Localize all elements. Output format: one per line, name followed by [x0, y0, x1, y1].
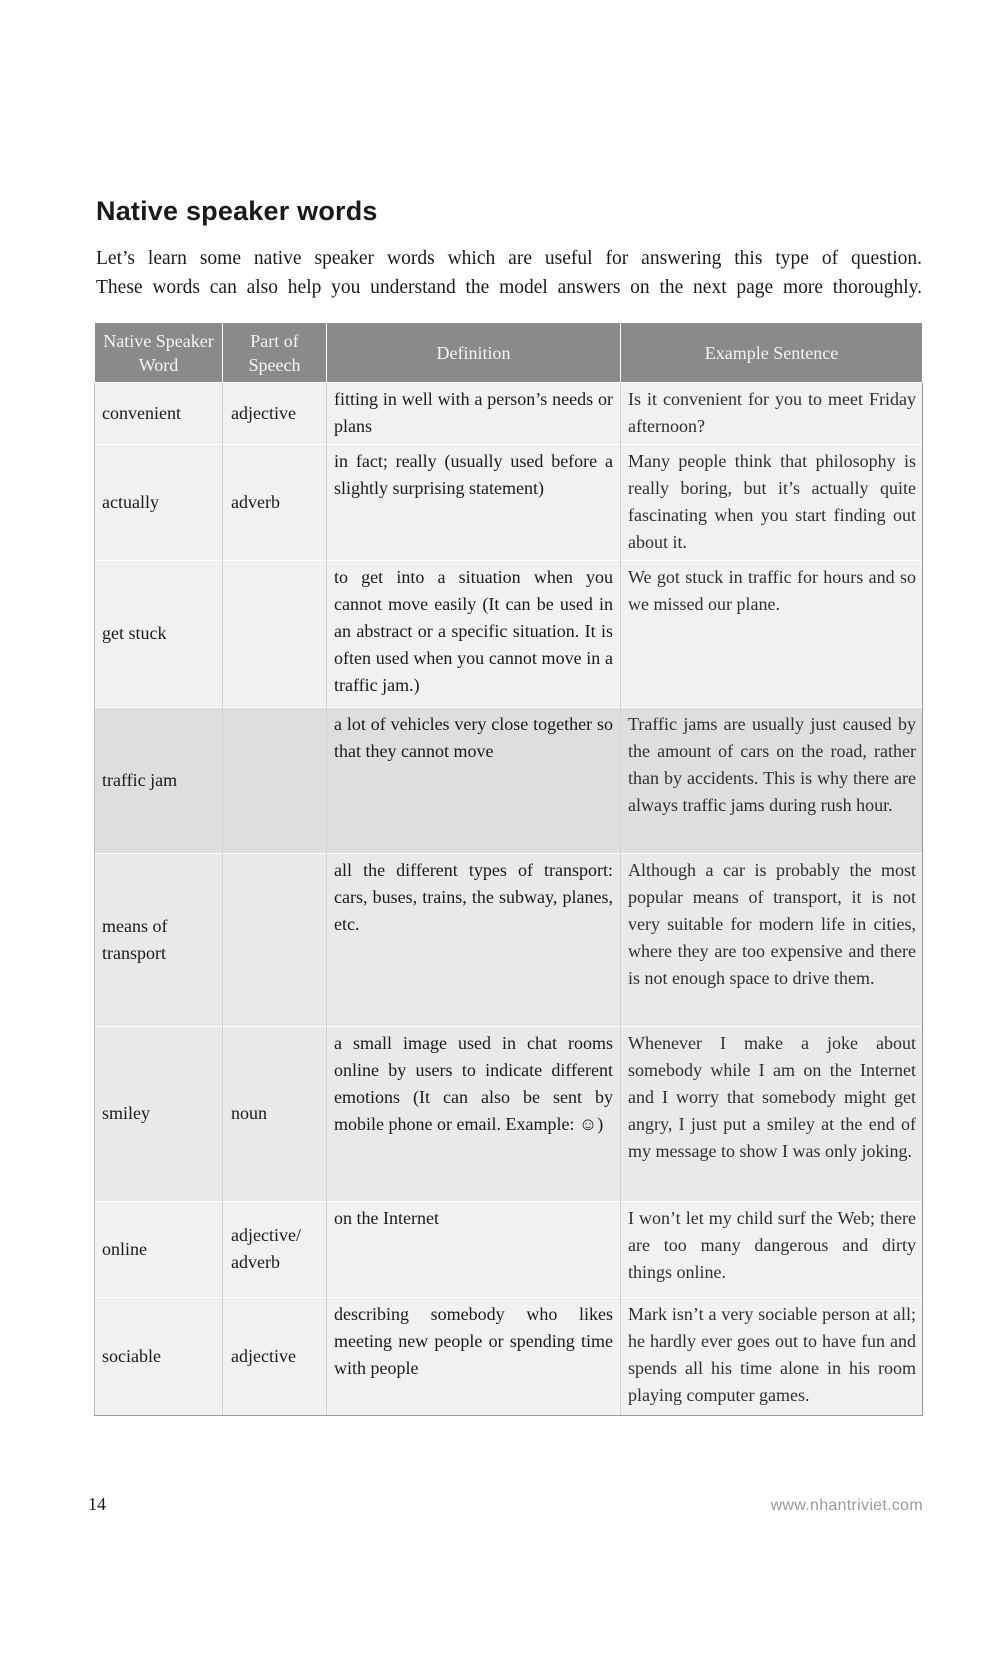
cell-example: Traffic jams are usually just caused by the amount of cars on the road, rather than by accidents. This is why there are always traffic jams during rush hour.: [621, 708, 923, 854]
cell-part-of-speech: adjective: [223, 383, 327, 445]
cell-example: Many people think that philosophy is really boring, but it’s actually quite fascinating when you start finding out about it.: [621, 445, 923, 561]
table-row: [95, 1202, 923, 1298]
cell-word: convenient: [95, 383, 223, 445]
intro-line-2: These words can also help you understand the model answers on the next page more thoroughly.: [96, 277, 922, 298]
cell-word: sociable: [95, 1298, 223, 1416]
cell-definition: all the different types of transport: cars, buses, trains, the subway, planes, etc.: [327, 854, 621, 1027]
header-part-of-speech: Part of Speech: [223, 323, 327, 383]
table-row: [95, 708, 923, 854]
cell-definition: fitting in well with a person’s needs or plans: [327, 383, 621, 445]
cell-example: Whenever I make a joke about somebody while I am on the Internet and I worry that somebody might get angry, I just put a smiley at the end of my message to show I was only joking.: [621, 1027, 923, 1202]
cell-definition: describing somebody who likes meeting new people or spending time with people: [327, 1298, 621, 1416]
cell-example: Although a car is probably the most popular means of transport, it is not very suitable for modern life in cities, where they are too expensive and there is not enough space to drive them.: [621, 854, 923, 1027]
cell-word: online: [95, 1202, 223, 1298]
cell-word: actually: [95, 445, 223, 561]
cell-example: We got stuck in traffic for hours and so we missed our plane.: [621, 561, 923, 708]
intro-paragraph: [96, 244, 922, 302]
cell-definition: a lot of vehicles very close together so that they cannot move: [327, 708, 621, 854]
cell-word: traffic jam: [95, 708, 223, 854]
cell-word: get stuck: [95, 561, 223, 708]
cell-part-of-speech: adverb: [223, 445, 327, 561]
cell-example: Is it convenient for you to meet Friday afternoon?: [621, 383, 923, 445]
vocabulary-table: [94, 323, 923, 1416]
page-number: 14: [88, 1494, 106, 1514]
cell-part-of-speech: [223, 854, 327, 1027]
table-row: [95, 561, 923, 708]
table-row: [95, 383, 923, 445]
cell-part-of-speech: [223, 561, 327, 708]
cell-part-of-speech: adjective/ adverb: [223, 1202, 327, 1298]
section-title: Native speaker words: [96, 196, 378, 226]
table-row: [95, 1298, 923, 1416]
header-definition: Definition: [327, 323, 621, 383]
table-header-row: [95, 323, 923, 383]
website-footer: www.nhantriviet.com: [770, 1497, 923, 1514]
table-row: [95, 854, 923, 1027]
intro-line-1: Let’s learn some native speaker words which are useful for answering this type of question.: [96, 248, 922, 269]
header-example-sentence: Example Sentence: [621, 323, 923, 383]
cell-example: I won’t let my child surf the Web; there are too many dangerous and dirty things online.: [621, 1202, 923, 1298]
cell-word: means of transport: [95, 854, 223, 1027]
table-row: [95, 1027, 923, 1202]
cell-definition: a small image used in chat rooms online by users to indicate different emotions (It can also be sent by mobile phone or email. Example: ☺): [327, 1027, 621, 1202]
header-native-speaker-word: Native Speaker Word: [95, 323, 223, 383]
cell-part-of-speech: [223, 708, 327, 854]
cell-word: smiley: [95, 1027, 223, 1202]
cell-definition: on the Internet: [327, 1202, 621, 1298]
table-row: [95, 445, 923, 561]
cell-part-of-speech: adjective: [223, 1298, 327, 1416]
cell-definition: to get into a situation when you cannot move easily (It can be used in an abstract or a specific situation. It is often used when you cannot move in a traffic jam.): [327, 561, 621, 708]
cell-definition: in fact; really (usually used before a slightly surprising statement): [327, 445, 621, 561]
cell-part-of-speech: noun: [223, 1027, 327, 1202]
cell-example: Mark isn’t a very sociable person at all; he hardly ever goes out to have fun and spends all his time alone in his room playing computer games.: [621, 1298, 923, 1416]
